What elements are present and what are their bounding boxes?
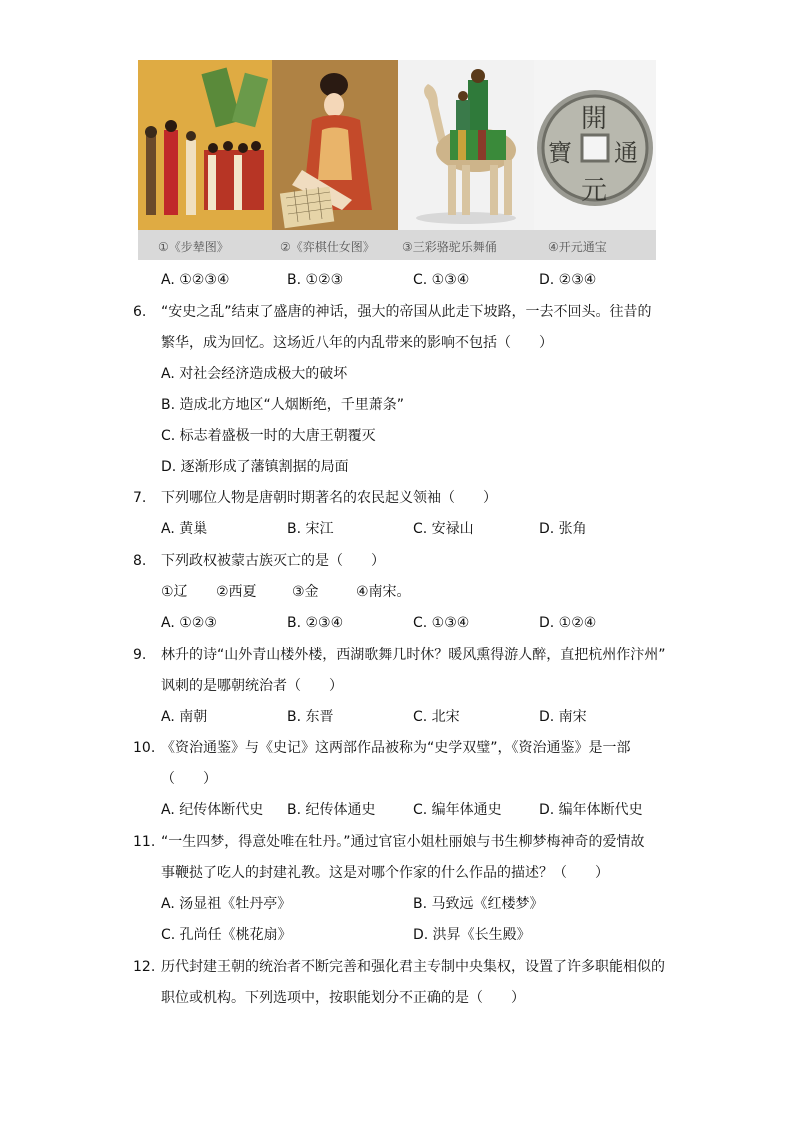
q7-option-d: D. 张角 — [539, 521, 587, 537]
q12-stem-line2: 职位或机构。下列选项中，按职能划分不正确的是（ ） — [161, 990, 525, 1006]
coin-char-bottom: 元 — [581, 176, 608, 206]
q6-number: 6. — [133, 304, 147, 320]
q11-option-a: A. 汤显祖《牡丹亭》 — [161, 896, 292, 912]
figure-caption-2: ②《弈棋仕女图》 — [280, 240, 375, 254]
coin-char-right: 通 — [614, 139, 638, 167]
q7-stem: 下列哪位人物是唐朝时期著名的农民起义领袖（ ） — [161, 490, 497, 506]
q8-option-c: C. ①③④ — [413, 615, 470, 631]
q7-option-b: B. 宋江 — [287, 521, 334, 537]
q9-option-d: D. 南宋 — [539, 709, 587, 725]
q8-option-a: A. ①②③ — [161, 615, 217, 631]
q11-stem-line2: 事鞭挞了吃人的封建礼教。这是对哪个作家的什么作品的描述？（ ） — [161, 865, 609, 881]
q9-stem-line1: 林升的诗“山外青山楼外楼，西湖歌舞几时休？暖风熏得游人醉，直把杭州作汴州” — [161, 647, 666, 663]
q5-option-c: C. ①③④ — [413, 272, 470, 288]
q8-option-b: B. ②③④ — [287, 615, 344, 631]
weiqi-ladies-painting-image — [272, 60, 398, 230]
q10-stem-line1: 《资治通鉴》与《史记》这两部作品被称为“史学双璧”，《资治通鉴》是一部 — [161, 740, 631, 756]
figure-caption-4: ④开元通宝 — [548, 240, 607, 254]
q10-option-c: C. 编年体通史 — [413, 802, 502, 818]
kaiyuan-coin-image — [534, 60, 656, 230]
q6-option-d: D. 逐渐形成了藩镇割据的局面 — [161, 459, 349, 475]
q8-item-4: ④南宋。 — [356, 584, 411, 600]
q6-option-b: B. 造成北方地区“人烟断绝，千里萧条” — [161, 397, 405, 413]
q7-option-a: A. 黄巢 — [161, 521, 208, 537]
coin-char-top: 開 — [581, 104, 608, 134]
q11-stem-line1: “一生四梦，得意处唯在牡丹。”通过官宦小姐杜丽娘与书生柳梦梅神奇的爱情故 — [161, 834, 645, 850]
q9-option-a: A. 南朝 — [161, 709, 208, 725]
q10-number: 10. — [133, 740, 156, 756]
q10-option-b: B. 纪传体通史 — [287, 802, 376, 818]
q10-option-d: D. 编年体断代史 — [539, 802, 643, 818]
q10-option-a: A. 纪传体断代史 — [161, 802, 264, 818]
coin-char-left: 寶 — [548, 139, 572, 167]
q12-number: 12. — [133, 959, 156, 975]
q5-option-d: D. ②③④ — [539, 272, 597, 288]
q7-number: 7. — [133, 490, 147, 506]
q10-stem-line2: （ ） — [161, 771, 217, 787]
q8-stem: 下列政权被蒙古族灭亡的是（ ） — [161, 553, 385, 569]
q9-stem-line2: 讽刺的是哪朝统治者（ ） — [161, 678, 343, 694]
q8-number: 8. — [133, 553, 147, 569]
q6-stem-line1: “安史之乱”结束了盛唐的神话，强大的帝国从此走下坡路，一去不回头。往昔的 — [161, 304, 652, 320]
q8-item-2: ②西夏 — [216, 584, 257, 600]
q8-item-1: ①辽 — [161, 584, 188, 600]
q11-number: 11. — [133, 834, 156, 850]
figure-caption-3: ③三彩骆驼乐舞俑 — [402, 240, 497, 254]
q9-option-c: C. 北宋 — [413, 709, 460, 725]
q5-option-b: B. ①②③ — [287, 272, 344, 288]
q11-option-d: D. 洪昇《长生殿》 — [413, 927, 531, 943]
q6-stem-line2: 繁华，成为回忆。这场近八年的内乱带来的影响不包括（ ） — [161, 335, 553, 351]
q6-option-c: C. 标志着盛极一时的大唐王朝覆灭 — [161, 428, 376, 444]
bunian-painting-image — [138, 60, 272, 230]
q9-number: 9. — [133, 647, 147, 663]
figure-strip — [138, 60, 656, 260]
sancai-camel-figurine-image — [398, 60, 534, 230]
q9-option-b: B. 东晋 — [287, 709, 334, 725]
q8-option-d: D. ①②④ — [539, 615, 597, 631]
q8-item-3: ③金 — [292, 584, 319, 600]
q11-option-b: B. 马致远《红楼梦》 — [413, 896, 544, 912]
q12-stem-line1: 历代封建王朝的统治者不断完善和强化君主专制中央集权，设置了许多职能相似的 — [161, 959, 665, 975]
q6-option-a: A. 对社会经济造成极大的破坏 — [161, 366, 348, 382]
figure-caption-1: ①《步辇图》 — [158, 240, 229, 254]
q5-option-a: A. ①②③④ — [161, 272, 230, 288]
q7-option-c: C. 安禄山 — [413, 521, 474, 537]
q11-option-c: C. 孔尚任《桃花扇》 — [161, 927, 292, 943]
